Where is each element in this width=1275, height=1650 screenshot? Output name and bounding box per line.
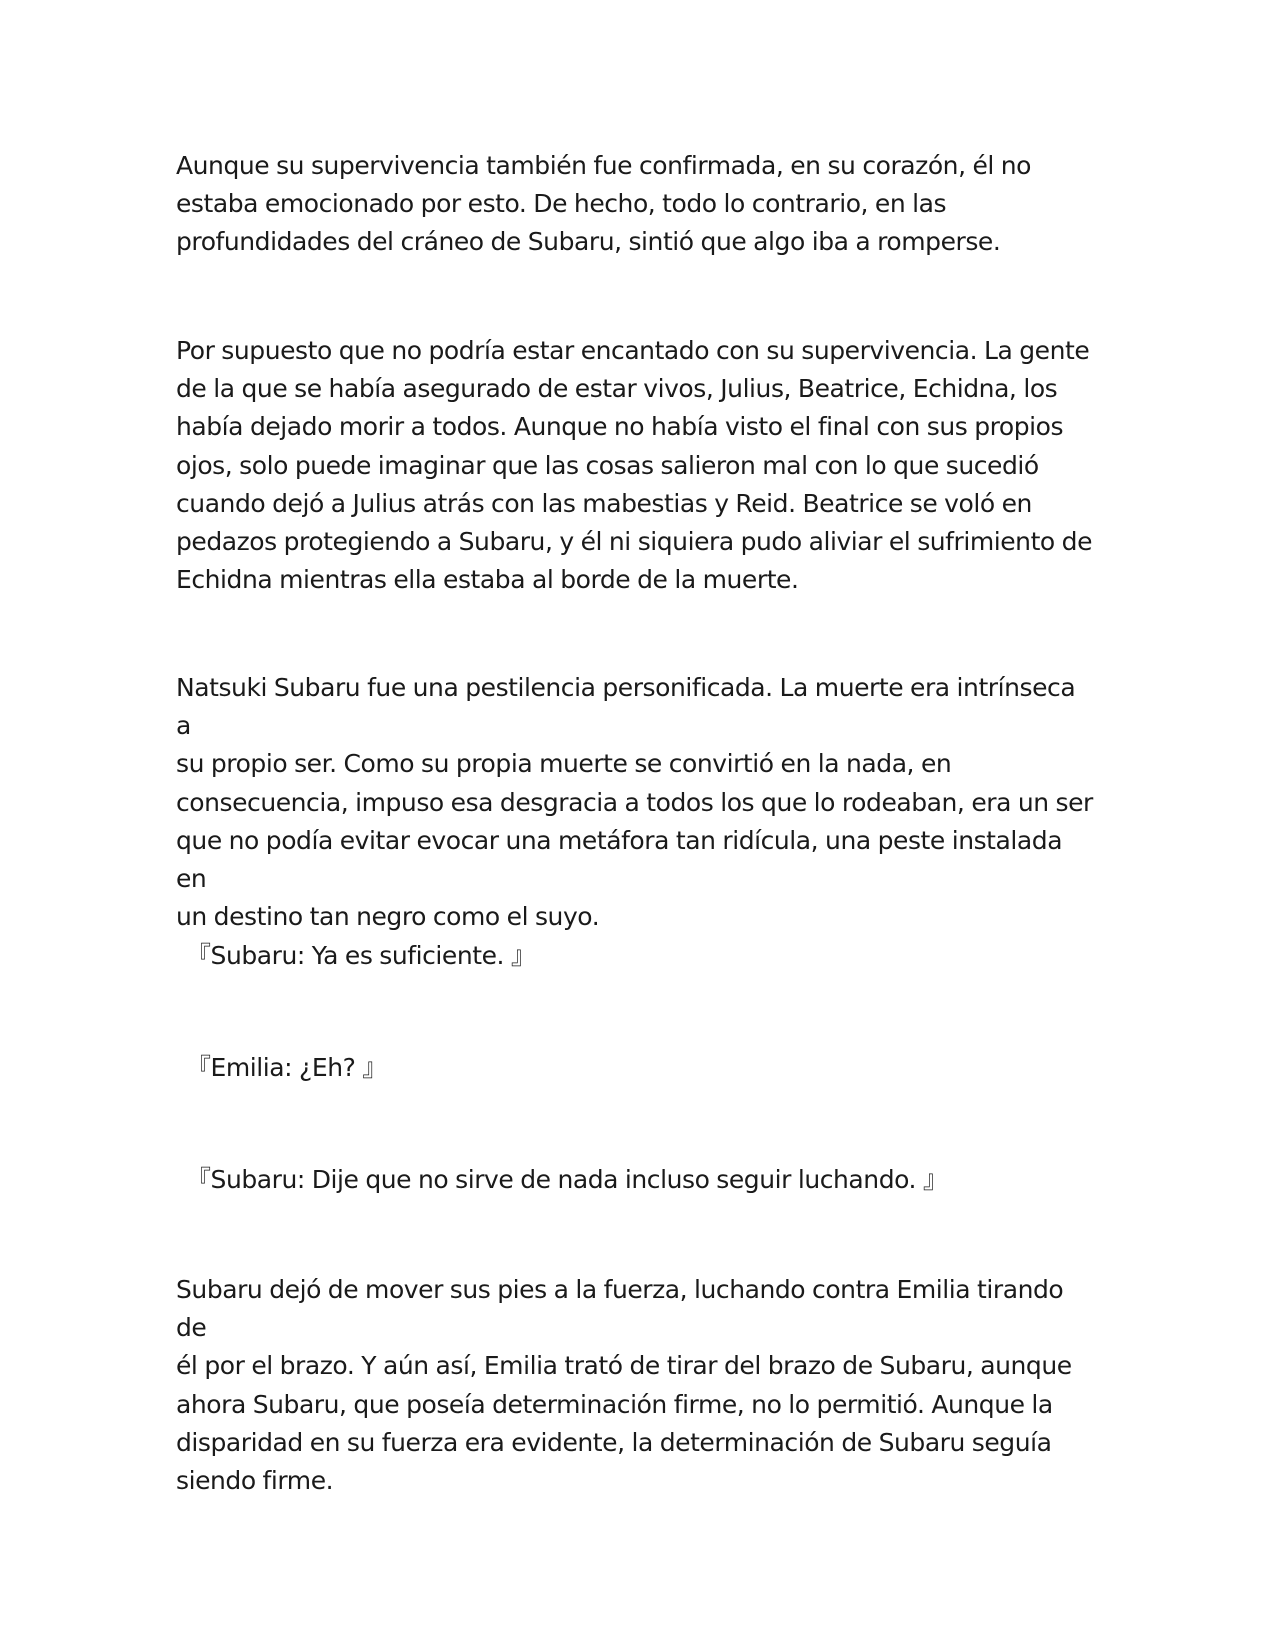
paragraph: Natsuki Subaru fue una pestilencia personificada. La muerte era intrínseca a su propio ser. Como su propia muerte se convirtió en la nada, en consecuencia, impuso esa desgracia a todos los que lo rodeaban, era un ser que no podía evitar evocar una metáfora tan ridícula, una peste instalada en un destino tan negro como el suyo.: [176, 673, 1093, 932]
paragraph: Por supuesto que no podría estar encantado con su supervivencia. La gente de la que se había asegurado de estar vivos, Julius, Beatrice, Echidna, los había dejado morir a todos. Aunque no había visto el final con sus propios ojos, solo puede imaginar que las cosas salieron mal con lo que sucedió cuando dejó a Julius atrás con las mabestias y Reid. Beatrice se voló en pedazos protegiendo a Subaru, y él ni siquiera pudo aliviar el sufrimiento de Echidna mientras ella estaba al borde de la muerte.: [176, 336, 1093, 595]
dialogue-line: 『Subaru: Ya es suficiente. 』: [186, 941, 536, 970]
paragraph: Subaru dejó de mover sus pies a la fuerza, luchando contra Emilia tirando de él por el brazo. Y aún así, Emilia trató de tirar del brazo de Subaru, aunque ahora Subaru, que poseía determinación firme, no lo permitió. Aunque la disparidad en su fuerza era evidente, la determinación de Subaru seguía siendo firme.: [176, 1275, 1072, 1496]
paragraph: Aunque su supervivencia también fue confirmada, en su corazón, él no estaba emocionado por esto. De hecho, todo lo contrario, en las profundidades del cráneo de Subaru, sintió que algo iba a romperse.: [176, 151, 1032, 257]
dialogue-line: 『Emilia: ¿Eh? 』: [186, 1053, 387, 1082]
dialogue-line: 『Subaru: Dije que no sirve de nada incluso seguir luchando. 』: [186, 1165, 948, 1194]
